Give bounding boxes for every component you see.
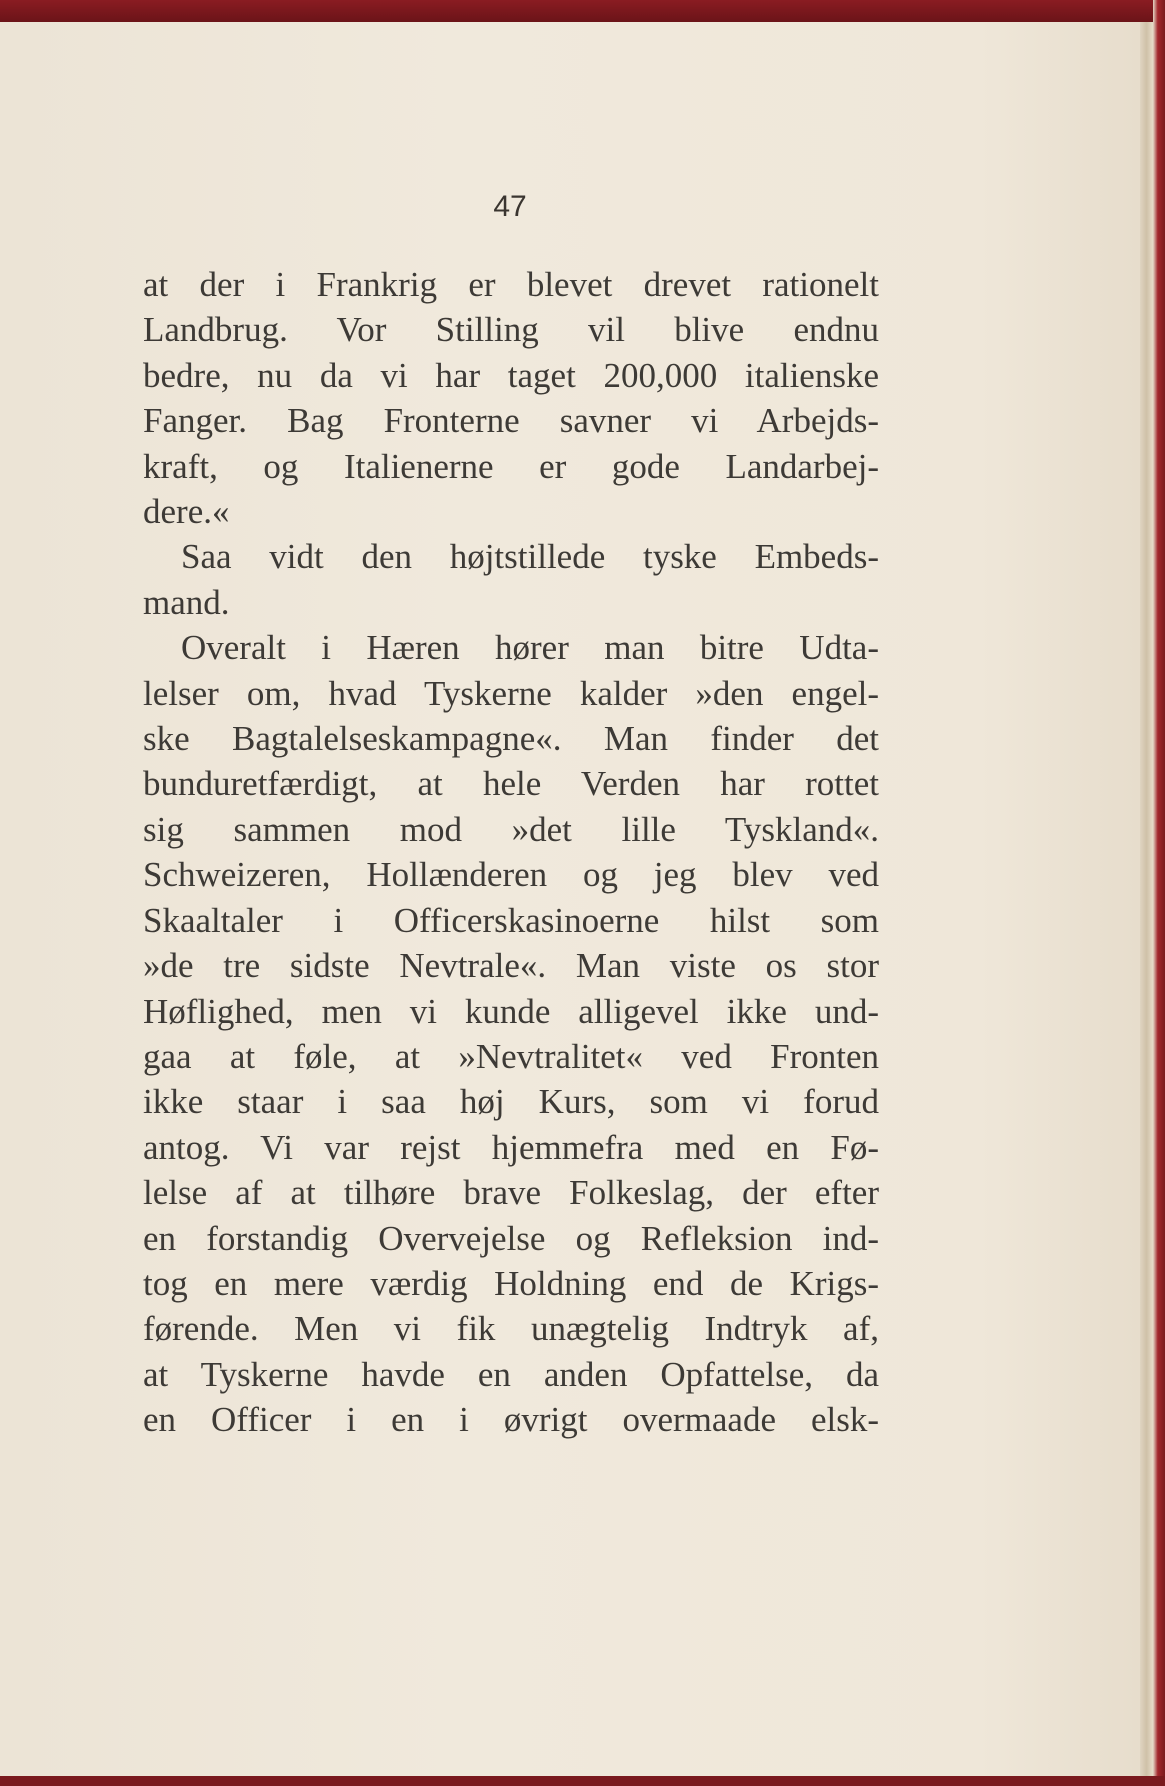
text-line: at Tyskerne havde en anden Opfattelse, da <box>143 1354 879 1394</box>
text-line: at der i Frankrig er blevet drevet rationelt <box>143 265 879 304</box>
text-line: Landbrug. Vor Stilling vil blive endnu <box>143 310 879 350</box>
text-line: bedre, nu da vi har taget 200,000 italienske <box>143 355 879 395</box>
page-number: 47 <box>493 190 527 223</box>
book-cover-top-edge <box>0 0 1165 22</box>
text-line: lelse af at tilhøre brave Folkeslag, der efter <box>143 1173 879 1213</box>
text-line: mand. <box>143 582 230 622</box>
text-line: ikke staar i saa høj Kurs, som vi forud <box>143 1082 879 1122</box>
text-line: tog en mere værdig Holdning end de Krigs- <box>143 1263 879 1303</box>
text-line: Høflighed, men vi kunde alligevel ikke und- <box>143 991 879 1031</box>
text-line: dere.« <box>143 492 230 532</box>
body-text <box>143 262 879 1443</box>
text-line: Skaaltaler i Officerskasinoerne hilst som <box>143 900 879 940</box>
text-line: »de tre sidste Nevtrale«. Man viste os stor <box>143 946 879 986</box>
text-line: gaa at føle, at »Nevtralitet« ved Fronten <box>143 1036 879 1076</box>
page-fold-edge <box>1140 22 1153 1776</box>
text-line: bunduretfærdigt, at hele Verden har rottet <box>143 764 879 804</box>
text-line: Schweizeren, Hollænderen og jeg blev ved <box>143 855 879 895</box>
book-cover-right-edge <box>1153 0 1165 1786</box>
text-line: Overalt i Hæren hører man bitre Udta- <box>181 628 879 668</box>
text-line: Saa vidt den højtstillede tyske Embeds- <box>181 537 879 577</box>
text-line: lelser om, hvad Tyskerne kalder »den engel- <box>143 673 879 713</box>
text-line: sig sammen mod »det lille Tyskland«. <box>143 809 879 849</box>
text-line: kraft, og Italienerne er gode Landarbej- <box>143 446 879 486</box>
text-line: antog. Vi var rejst hjemmefra med en Fø- <box>143 1127 879 1167</box>
text-line: Fanger. Bag Fronterne savner vi Arbejds- <box>143 401 879 441</box>
text-line: ske Bagtalelseskampagne«. Man finder det <box>143 719 879 759</box>
text-line: førende. Men vi fik unægtelig Indtryk af, <box>143 1309 879 1349</box>
book-cover-bottom-edge <box>0 1776 1165 1786</box>
text-line: en forstandig Overvejelse og Refleksion ind- <box>143 1218 879 1258</box>
text-line: en Officer i en i øvrigt overmaade elsk- <box>143 1400 879 1440</box>
